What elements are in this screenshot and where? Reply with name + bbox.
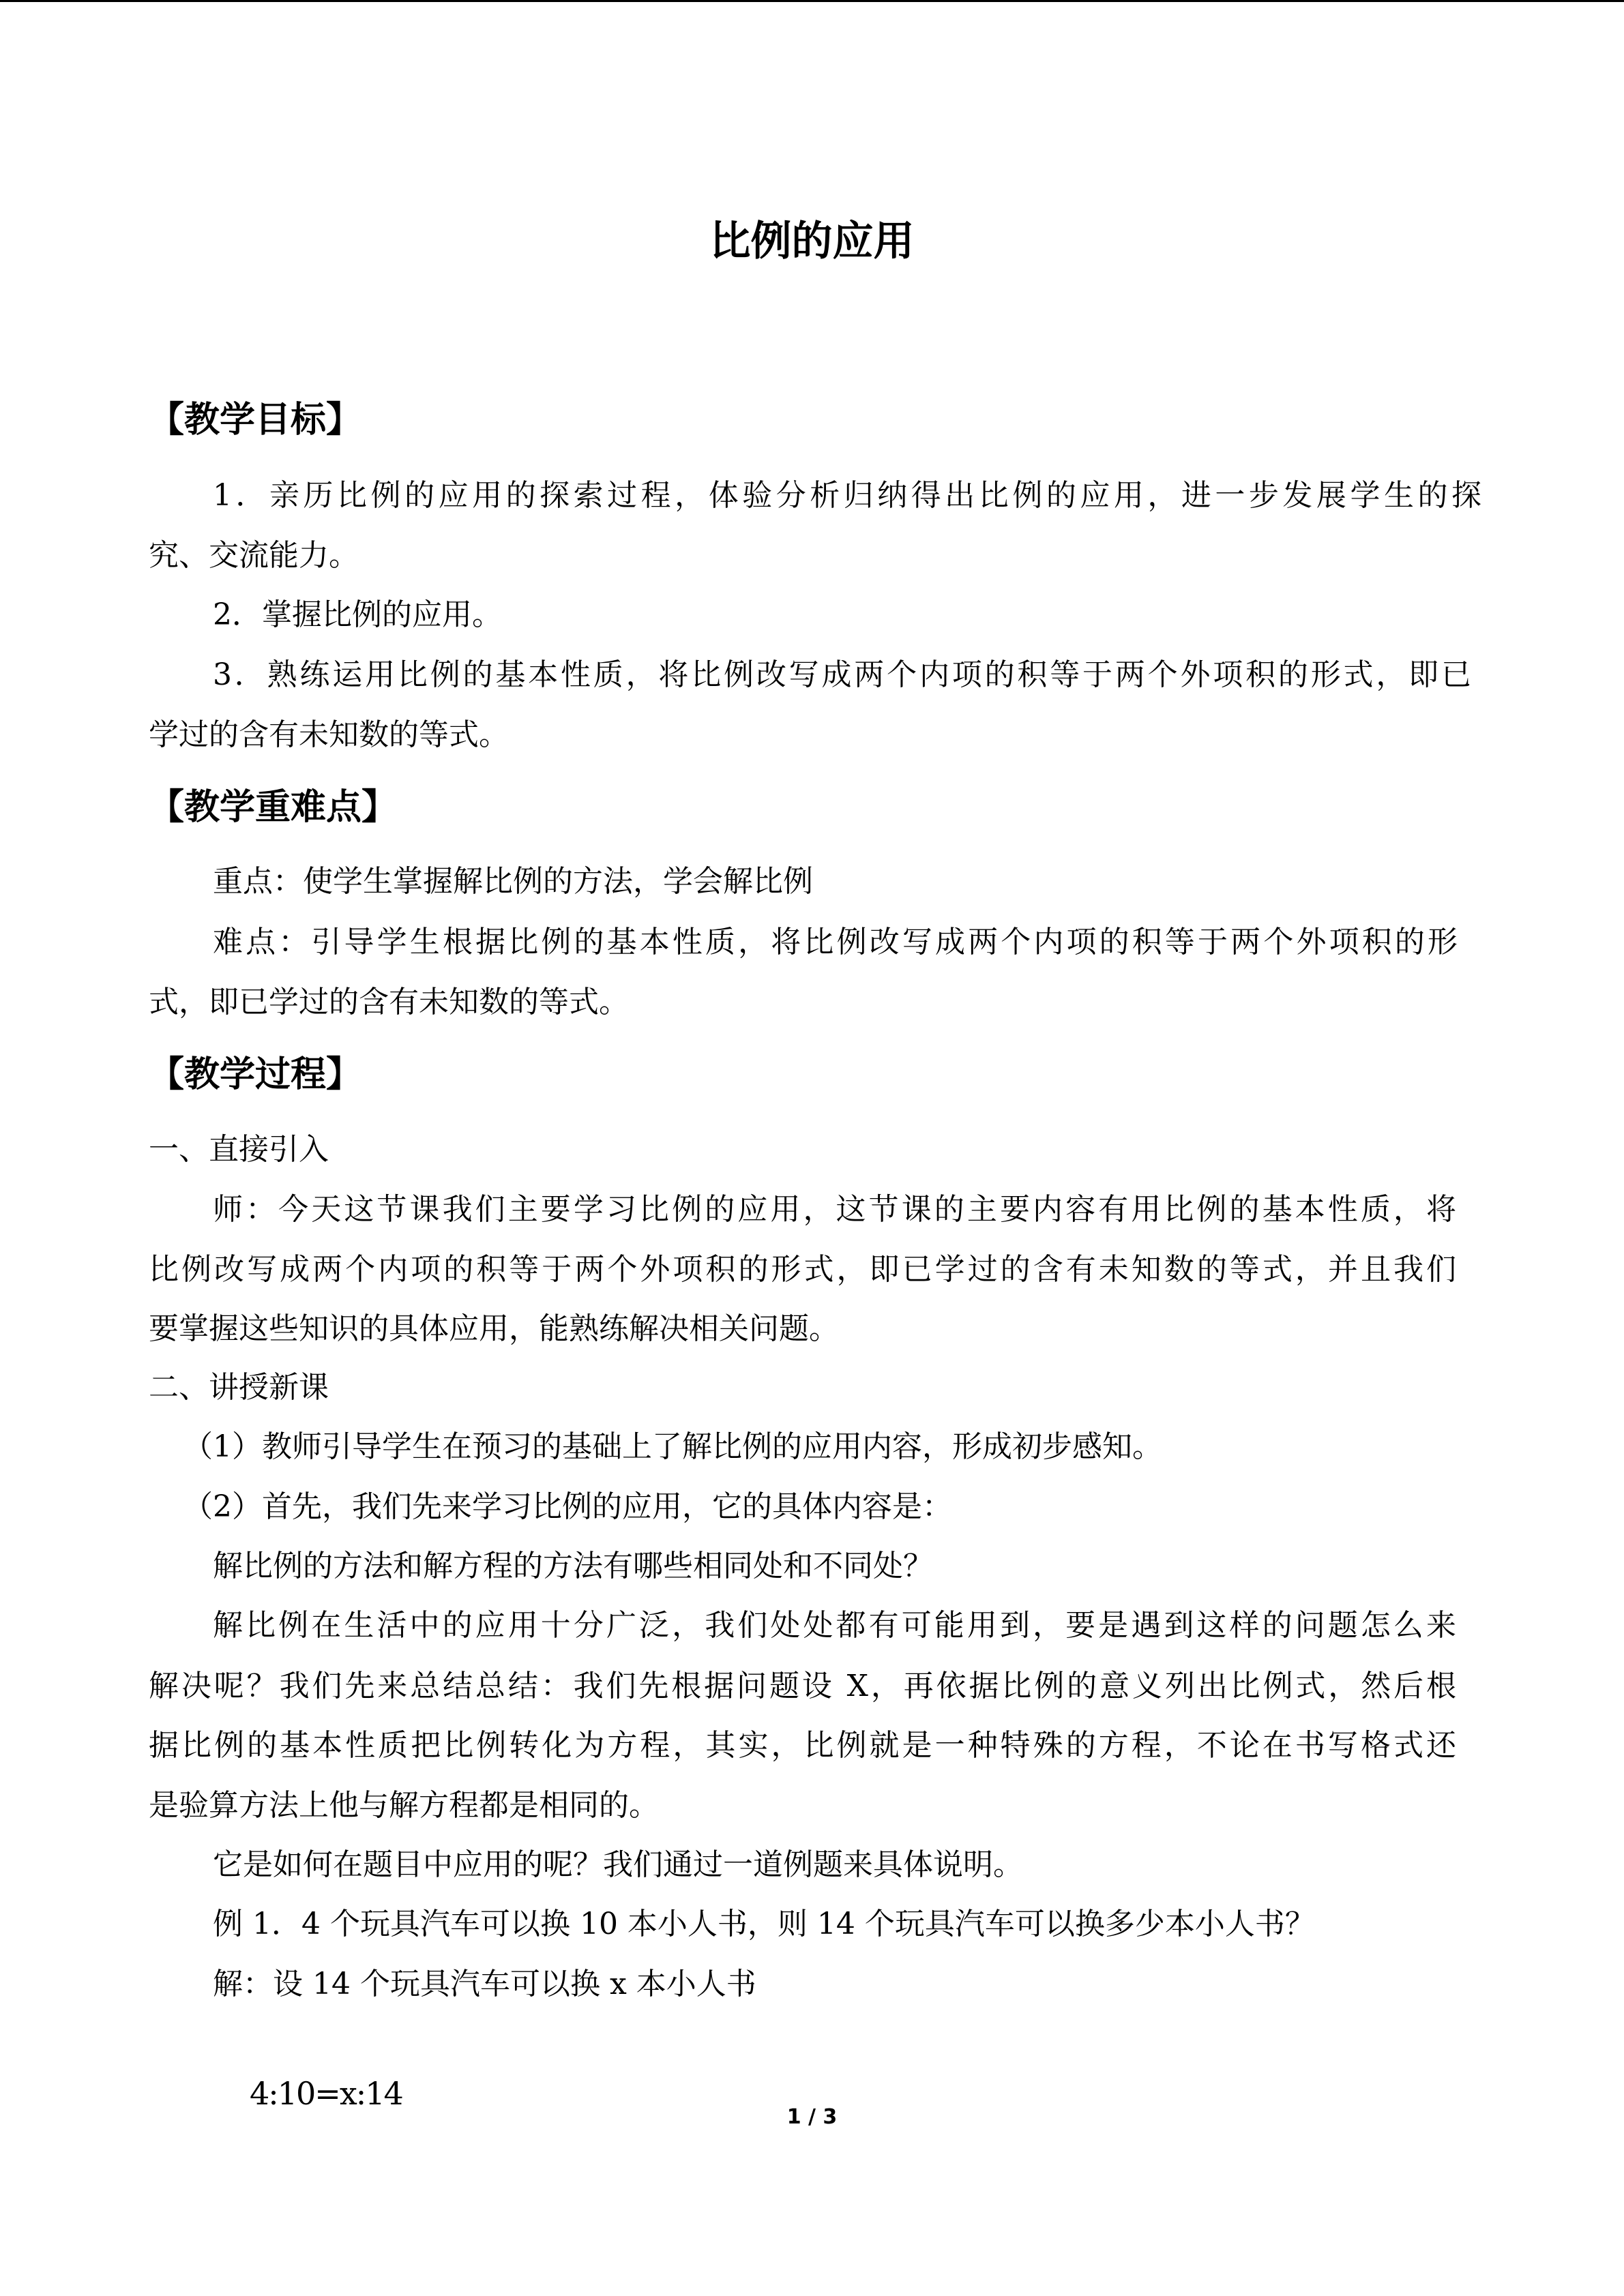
process-line: （1）教师引导学生在预习的基础上了解比例的应用内容，形成初步感知。	[183, 1429, 1162, 1464]
section-heading-key-points: 【教学重难点】	[149, 787, 398, 828]
page-title: 比例的应用	[709, 218, 915, 265]
process-line: 解决呢？我们先来总结总结：我们先根据问题设 X，再依据比例的意义列出比例式，然后根	[149, 1669, 1456, 1703]
process-line: 据比例的基本性质把比例转化为方程，其实，比例就是一种特殊的方程，不论在书写格式还	[149, 1728, 1456, 1763]
objective-line: 3．熟练运用比例的基本性质，将比例改写成两个内项的积等于两个外项积的形式，即已	[213, 657, 1471, 692]
proportion-equation: 4:10=x:14	[250, 2075, 402, 2112]
solution-line: 解：设 14 个玩具汽车可以换 x 本小人书	[213, 1967, 756, 2001]
section-heading-process: 【教学过程】	[149, 1054, 362, 1095]
process-line: 比例改写成两个内项的积等于两个外项积的形式，即已学过的含有未知数的等式，并且我们	[149, 1252, 1456, 1287]
objective-line: 学过的含有未知数的等式。	[149, 717, 509, 752]
objective-line: 究、交流能力。	[149, 538, 359, 573]
process-line: 解比例在生活中的应用十分广泛，我们处处都有可能用到，要是遇到这样的问题怎么来	[213, 1608, 1456, 1643]
process-line: 是验算方法上他与解方程都是相同的。	[149, 1788, 659, 1823]
process-line: 要掌握这些知识的具体应用，能熟练解决相关问题。	[149, 1311, 839, 1346]
process-line: 一、直接引入	[149, 1132, 329, 1167]
key-point-line: 式，即已学过的含有未知数的等式。	[149, 985, 629, 1019]
key-point-line: 难点：引导学生根据比例的基本性质，将比例改写成两个内项的积等于两个外项积的形	[213, 925, 1458, 959]
objective-line: 2．掌握比例的应用。	[213, 597, 502, 632]
key-point-line: 重点：使学生掌握解比例的方法，学会解比例	[213, 864, 813, 899]
process-line: 解比例的方法和解方程的方法有哪些相同处和不同处？	[213, 1549, 933, 1583]
process-line: 二、讲授新课	[149, 1370, 329, 1405]
process-line: 它是如何在题目中应用的呢？我们通过一道例题来具体说明。	[213, 1847, 1023, 1882]
example-line: 例 1．4 个玩具汽车可以换 10 本小人书，则 14 个玩具汽车可以换多少本小人书？	[213, 1907, 1315, 1941]
section-heading-objectives: 【教学目标】	[149, 400, 362, 441]
process-line: 师：今天这节课我们主要学习比例的应用，这节课的主要内容有用比例的基本性质，将	[213, 1192, 1456, 1227]
page-number: 1 / 3	[786, 2105, 838, 2129]
process-line: （2）首先，我们先来学习比例的应用，它的具体内容是：	[183, 1489, 952, 1524]
objective-line: 1．亲历比例的应用的探索过程，体验分析归纳得出比例的应用，进一步发展学生的探	[213, 478, 1481, 513]
